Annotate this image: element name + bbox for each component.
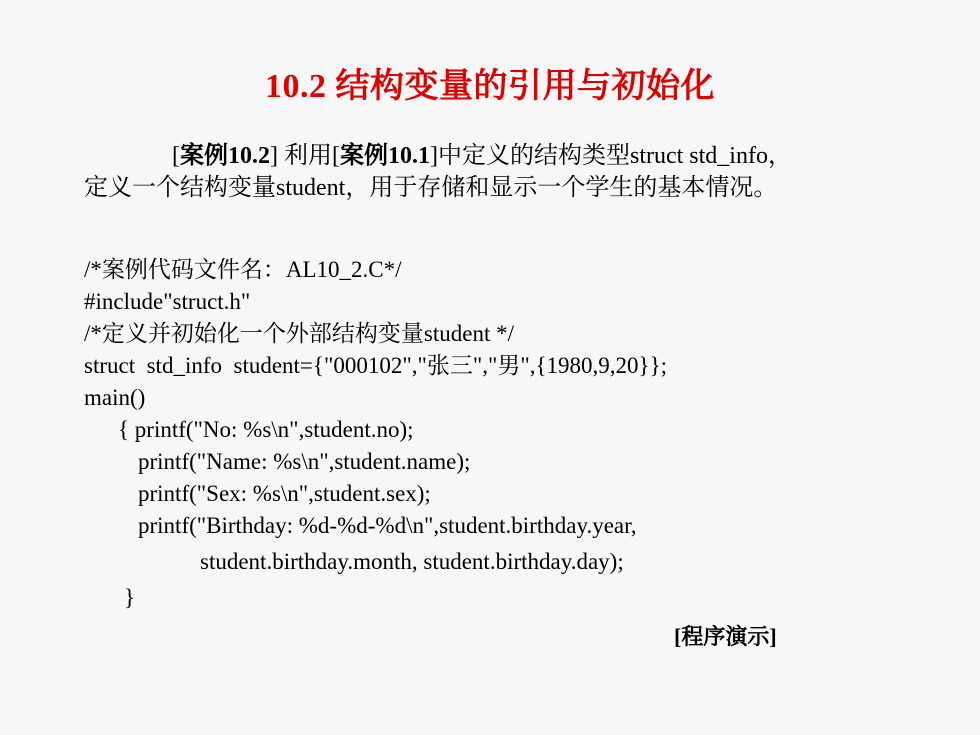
code-line: /*定义并初始化一个外部结构变量student */ — [84, 321, 514, 346]
intro-open-bracket: [ — [172, 143, 180, 169]
code-line: main() — [84, 385, 146, 410]
code-line: #include"struct.h" — [84, 289, 251, 314]
code-line: printf("Name: %s\n",student.name); — [138, 449, 471, 474]
code-line: } — [124, 585, 136, 610]
code-line: student.birthday.month, student.birthday.day); — [200, 549, 624, 574]
intro-line-2: 定义一个结构变量student，用于存储和显示一个学生的基本情况。 — [84, 175, 778, 201]
intro-line-1 — [84, 140, 904, 172]
code-line: struct std_info student={"000102","张三","男",{1980,9,20}}; — [84, 353, 668, 378]
case-ref-a: 案例10.2 — [180, 143, 270, 169]
intro-mid: ] 利用[ — [270, 143, 340, 169]
slide-title: 10.2 结构变量的引用与初始化 — [265, 68, 715, 105]
program-demo-link[interactable]: [程序演示] — [674, 624, 777, 649]
code-listing — [84, 254, 924, 614]
code-line: /*案例代码文件名：AL10_2.C*/ — [84, 257, 402, 282]
intro-paragraph — [84, 140, 904, 204]
code-line: printf("Birthday: %d-%d-%d\n",student.birthday.year, — [138, 513, 637, 538]
code-line: printf("Sex: %s\n",student.sex); — [138, 481, 431, 506]
code-line: { printf("No: %s\n",student.no); — [118, 417, 414, 442]
intro-rest: ]中定义的结构类型struct std_info， — [429, 143, 792, 169]
case-ref-b: 案例10.1 — [339, 143, 430, 169]
